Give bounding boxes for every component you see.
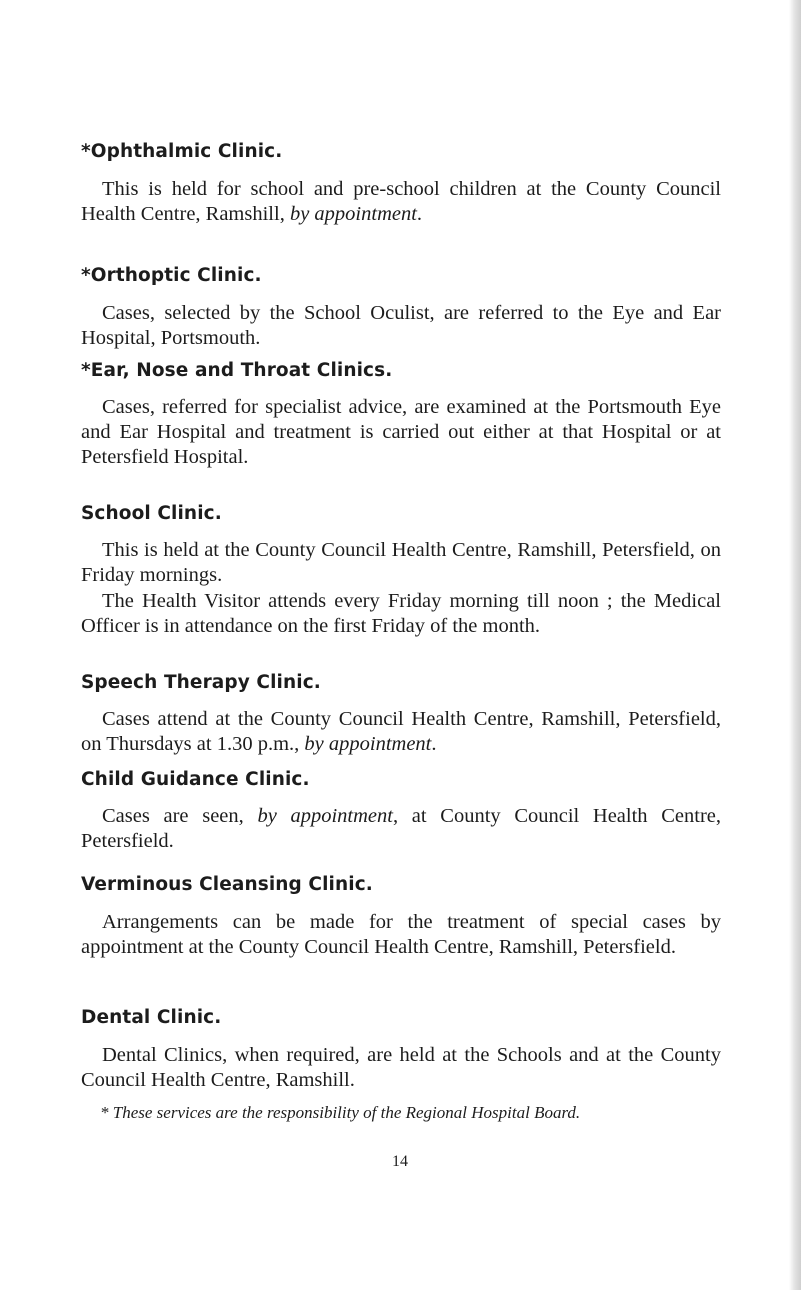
- footnote: * These services are the responsibility of the Regional Hospital Board.: [100, 1103, 581, 1122]
- page-edge-shadow: [789, 0, 801, 1290]
- section-paragraph-child-guidance: Cases are seen, by appointment, at County Council Health Centre, Petersfield.: [81, 805, 722, 852]
- section-paragraph-ent: Cases, referred for specialist advice, are examined at the Portsmouth Eye and Ear Hospital and treatment is carried out either at that Hospital or at Petersfield Hospital.: [81, 396, 721, 468]
- section-heading-school: School Clinic.: [81, 503, 222, 524]
- section-heading-child-guidance: Child Guidance Clinic.: [81, 769, 310, 790]
- section-paragraph-ophthalmic: This is held for school and pre-school children at the County Council Health Centre, Ramshill, by appointment.: [81, 178, 721, 225]
- section-heading-orthoptic: *Orthoptic Clinic.: [81, 265, 262, 286]
- section-paragraph-orthoptic: Cases, selected by the School Oculist, are referred to the Eye and Ear Hospital, Portsmouth.: [81, 302, 721, 349]
- section-heading-dental: Dental Clinic.: [81, 1007, 222, 1028]
- section-paragraph-school-2: The Health Visitor attends every Friday morning till noon ; the Medical Officer is in attendance on the first Friday of the month.: [81, 590, 721, 637]
- section-paragraph-dental: Dental Clinics, when required, are held at the Schools and at the County Council Health Centre, Ramshill.: [81, 1044, 721, 1091]
- section-paragraph-speech-therapy: Cases attend at the County Council Health Centre, Ramshill, Petersfield, on Thursdays at 1.30 p.m., by appointment.: [81, 708, 721, 755]
- section-heading-ophthalmic: *Ophthalmic Clinic.: [81, 141, 283, 162]
- section-paragraph-verminous: Arrangements can be made for the treatment of special cases by appointment at the County Council Health Centre, Ramshill, Petersfield.: [81, 911, 721, 958]
- page-number: 14: [392, 1153, 408, 1170]
- section-heading-speech-therapy: Speech Therapy Clinic.: [81, 672, 321, 693]
- section-paragraph-school-1: This is held at the County Council Health Centre, Ramshill, Petersfield, on Friday mornings.: [81, 539, 721, 586]
- section-heading-ent: *Ear, Nose and Throat Clinics.: [81, 360, 393, 381]
- section-heading-verminous: Verminous Cleansing Clinic.: [81, 874, 373, 895]
